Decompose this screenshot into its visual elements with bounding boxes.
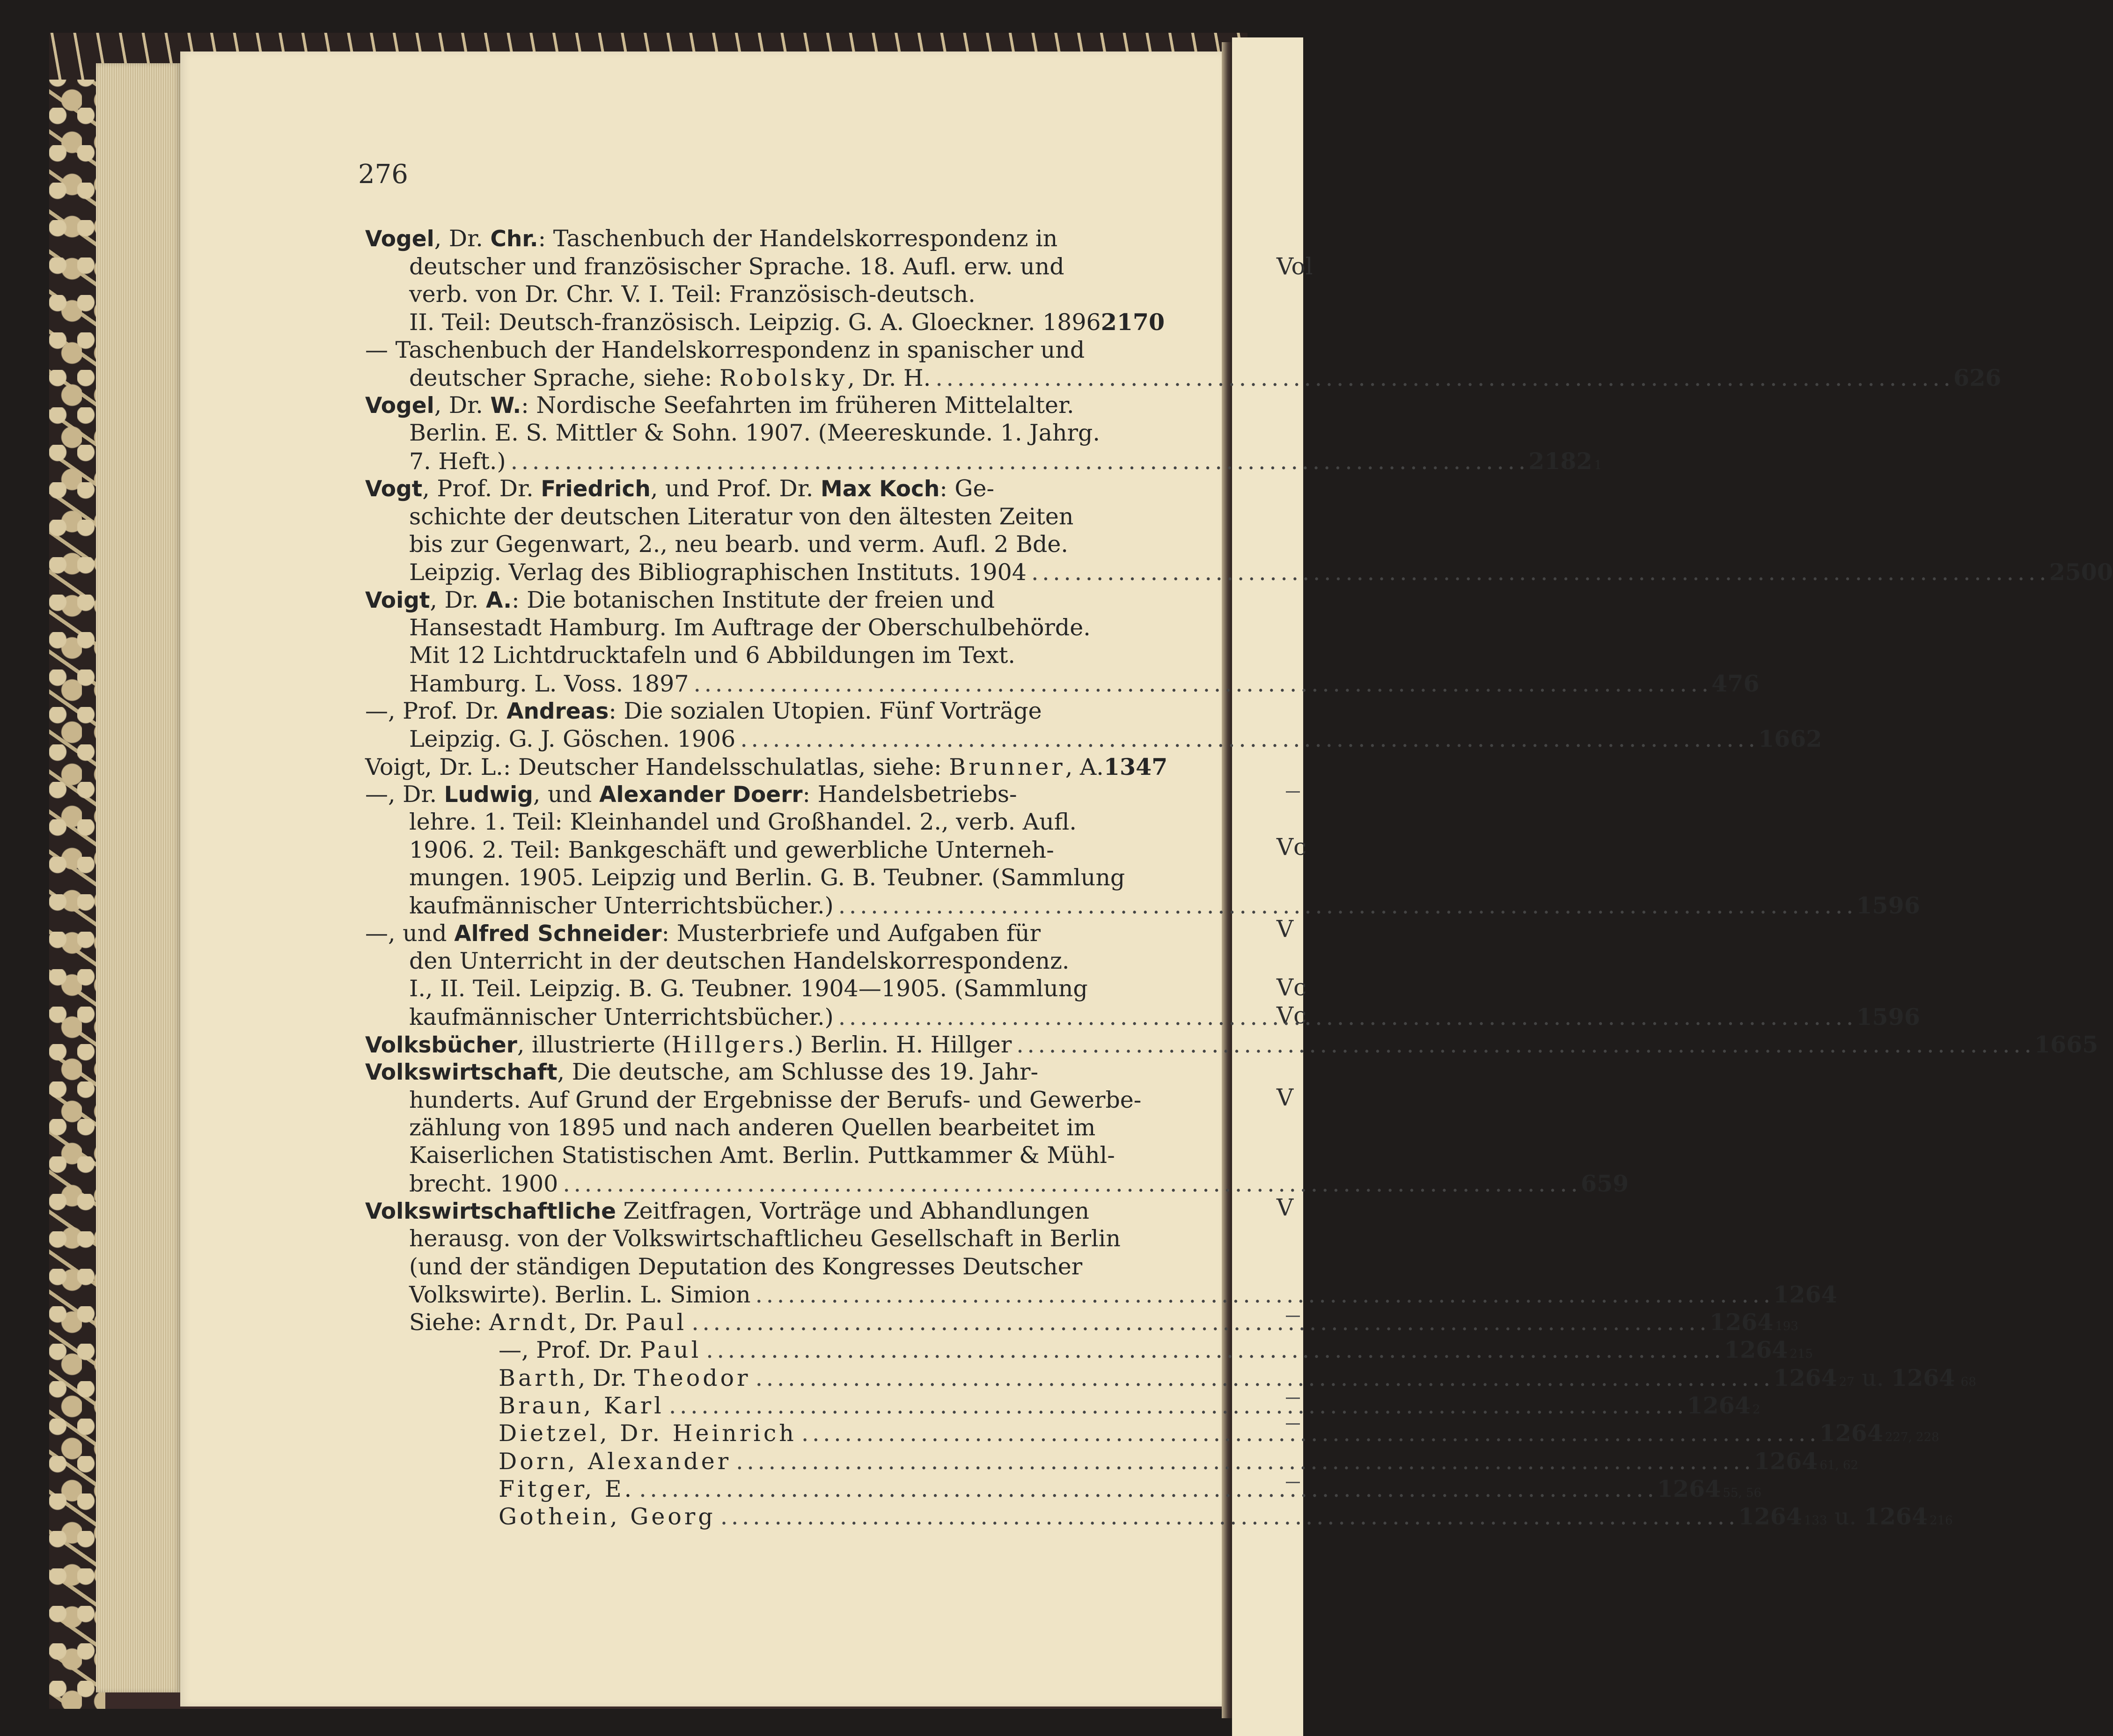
text-line [365,585,1142,615]
text-segment: Hamburg. L. Voss. 1897 [409,670,689,697]
entry-name: Alfred Schneider [454,921,662,947]
reference-subnumber: 216 [1930,1514,1953,1528]
text-segment: , A. [1065,754,1104,780]
text-line: mungen. 1905. Leipzig und Berlin. G. B. Teubner. (Sammlung [409,864,1125,891]
text-segment: u. [1827,1503,1864,1530]
text-segment: Leipzig. Verlag des Bibliographischen Instituts. 1904 [409,559,1027,586]
text-segment: , und Prof. Dr. [650,475,821,502]
facing-page-fragment: Vc [1277,833,1307,861]
text-line [409,890,1920,920]
reference-number: 1662 [1758,725,1822,752]
reference-subnumber: 215 [1790,1347,1813,1361]
leader-dots [756,1280,1769,1310]
entry-heading: Voigt [365,588,430,613]
leader-dots [639,1474,1652,1504]
text-segment: Volkswirte). Berlin. L. Simion [409,1281,751,1308]
text-line: zählung von 1895 und nach anderen Quellen bearbeitet im [409,1114,1096,1141]
text-segment: Siehe: [409,1309,489,1336]
facing-page-fragment: Vol [1277,253,1313,280]
cross-reference: Barth [499,1365,578,1391]
text-segment: u. [1854,1365,1892,1391]
reference-number: 626 [1953,364,2002,391]
text-line [365,474,1142,504]
text-line [409,363,2002,393]
reference-subnumber: 55, 56 [1723,1486,1762,1500]
reference-number [1773,1363,1976,1397]
page-number: 276 [358,159,408,190]
reference-number: 1665 [2034,1031,2098,1058]
cross-reference: Braun, Karl [499,1392,664,1419]
entry-name: Friedrich [541,476,651,502]
reference-subnumber: 193 [1775,1319,1798,1333]
leader-dots [838,1002,1852,1032]
facing-page-fragment: V [1277,915,1294,942]
cross-reference: Arndt [489,1309,570,1336]
reference-number-value: 1264 [1687,1392,1751,1419]
text-segment: : Die sozialen Utopien. Fünf Vorträge [609,698,1042,724]
reference-number-value: 2182 [1528,448,1592,475]
text-line: lehre. 1. Teil: Kleinhandel und Großhandel. 2., verb. Aufl. [409,809,1077,835]
text-segment: : Musterbriefe und Aufgaben für [661,920,1041,947]
reference-number: 2170 [1101,309,1165,336]
reference-number [1738,1501,1952,1536]
text-line: Hansestadt Hamburg. Im Auftrage der Oberschulbehörde. [409,614,1091,641]
text-segment: Zeitfragen, Vorträge und Abhandlungen [616,1198,1090,1224]
entry-name: Ludwig [444,782,533,808]
text-line [499,1501,1953,1531]
text-segment: kaufmännischer Unterrichtsbücher.) [409,1004,834,1030]
text-segment: : Handelsbetriebs- [802,781,1017,808]
cross-reference: Paul [625,1309,687,1336]
text-segment: Voigt, Dr. L.: Deutscher Handelsschulatlas, siehe: [365,754,949,780]
text-segment: Leipzig. G. J. Göschen. 1906 [409,726,736,752]
cross-reference: Gothein, Georg [499,1503,716,1530]
leader-dots [756,1363,1769,1393]
facing-page-fragment: Vc [1277,974,1307,1001]
cross-reference: Robolsky [719,365,848,391]
text-segment: —, Prof. Dr. [499,1337,640,1363]
text-line: den Unterricht in der deutschen Handelskorrespondenz. [409,948,1070,974]
reference-subnumber: 227, 228 [1885,1430,1939,1444]
text-segment: , Dr. H. [847,365,931,391]
entry-heading: Volksbücher [365,1032,517,1058]
entry-heading: Volkswirtschaftliche [365,1199,616,1224]
text-line: I., II. Teil. Leipzig. B. G. Teubner. 1904—1905. (Sammlung [409,975,1088,1002]
reference-subnumber: 27 [1839,1375,1855,1389]
text-line [409,1307,1798,1337]
text-line [409,669,1760,699]
reference-number [1528,446,1602,480]
leader-dots [706,1335,1719,1365]
text-segment: , Dr. [569,1309,625,1336]
reference-number-value: 1264 [1819,1420,1883,1447]
leader-dots [801,1419,1815,1449]
facing-page-fragment: V [1277,1194,1294,1221]
text-line [365,1030,2098,1059]
text-line: Mit 12 Lichtdrucktafeln und 6 Abbildungen im Text. [409,642,1016,669]
text-line: hunderts. Auf Grund der Ergebnisse der Berufs- und Gewerbe- [409,1087,1142,1113]
reference-number-value: 1264 [1753,1448,1818,1475]
reference-number: 659 [1581,1170,1629,1197]
cross-reference: Dietzel, Dr. Heinrich [499,1420,797,1447]
text-line [499,1335,1813,1365]
text-segment: .) Berlin. H. Hillger [787,1031,1012,1058]
reference-subnumber: 68 [1957,1375,1976,1389]
text-segment: : Nordische Seefahrten im früheren Mittelalter. [521,392,1074,419]
entry-heading: Vogt [365,476,423,502]
leader-dots [1016,1030,2030,1060]
reference-number: 1596 [1856,892,1920,919]
text-line [409,307,1165,337]
reference-number-value: 1264 [1891,1364,1955,1391]
leader-dots [736,1447,1749,1477]
text-line [499,1418,1939,1448]
text-line [409,724,1822,754]
text-segment: : Ge- [939,475,995,502]
text-segment: —, Dr. [365,781,444,808]
reference-number-value: 1264 [1709,1309,1774,1336]
reference-number: 1347 [1103,753,1168,780]
text-line: schichte der deutschen Literatur von den ältesten Zeiten [409,503,1074,530]
leader-dots [740,724,1753,754]
text-line [365,224,1142,254]
cross-reference: Hillgers [671,1031,787,1058]
leader-dots [563,1169,1576,1199]
text-segment: , Prof. Dr. [422,475,541,502]
text-segment: —, und [365,920,455,947]
leader-dots [694,669,1707,699]
entry-heading: Vogel [365,226,434,252]
text-line [365,1196,1142,1226]
reference-number [1754,1446,1858,1480]
reference-number-value: 1264 [1724,1336,1788,1363]
facing-page-fragment: V [1277,1084,1294,1111]
cross-reference: Fitger, E. [499,1476,635,1502]
leader-dots [720,1502,1734,1532]
entry-name: Chr. [490,226,538,252]
entry-name: A. [485,588,512,613]
reference-subnumber: 133 [1804,1514,1827,1528]
text-segment: deutscher Sprache, siehe: [409,365,719,391]
entry-name: Max Koch [820,476,940,502]
entry-name: W. [490,393,521,419]
reference-number: 2500 [2049,559,2113,586]
text-line: — Taschenbuch der Handelskorrespondenz in spanischer und [365,337,1085,363]
text-segment: II. Teil: Deutsch-französisch. Leipzig. G. A. Gloeckner. 1896 [409,309,1101,336]
text-line [365,696,1142,726]
entry-name: Andreas [506,699,609,724]
facing-page-fragment: Vc [1277,1002,1307,1029]
reference-number: 1264 [1773,1281,1837,1308]
reference-number-value: 1264 [1657,1475,1721,1502]
text-line [409,1169,1629,1199]
cross-reference: Theodor [634,1365,751,1391]
text-line: verb. von Dr. Chr. V. I. Teil: Französisch-deutsch. [409,281,976,308]
text-line: bis zur Gegenwart, 2., neu bearb. und verm. Aufl. 2 Bde. [409,531,1068,558]
text-line [365,1057,1142,1087]
entry-name: Alexander Doerr [599,782,803,808]
text-line [499,1474,1762,1504]
leader-dots [838,891,1852,921]
text-line: herausg. von der Volkswirtschaftlicheu Gesellschaft in Berlin [409,1225,1121,1252]
text-line [365,390,1142,420]
text-segment: , Die deutsche, am Schlusse des 19. Jahr- [557,1059,1039,1085]
text-segment: , illustrierte ( [517,1031,672,1058]
text-line [365,752,1168,782]
text-segment: : Taschenbuch der Handelskorrespondenz in [538,225,1058,252]
text-segment: , Dr. [434,225,491,252]
text-line [499,1390,1761,1420]
text-line [409,1280,1837,1309]
text-line: 1906. 2. Teil: Bankgeschäft und gewerbliche Unterneh- [409,837,1054,863]
cross-reference: Paul [640,1337,702,1363]
text-line: (und der ständigen Deputation des Kongresses Deutscher [409,1253,1083,1280]
leader-dots [669,1391,1682,1421]
text-segment: , Dr. [430,587,486,613]
reference-subnumber: 1 [1594,458,1602,472]
text-line [499,1363,1976,1393]
text-line [409,446,1602,476]
reference-number-value: 1264 [1773,1364,1837,1391]
entry-heading: Vogel [365,393,434,419]
text-segment: kaufmännischer Unterrichtsbücher.) [409,892,834,919]
text-segment: 7. Heft.) [409,448,506,475]
text-segment: , Dr. [578,1365,634,1391]
text-line [499,1446,1858,1476]
text-segment: , und [533,781,600,808]
reference-subnumber: 2 [1752,1403,1761,1417]
text-line: Kaiserlichen Statistischen Amt. Berlin. Puttkammer & Mühl- [409,1142,1115,1169]
leader-dots [935,363,1949,393]
text-segment: —, Prof. Dr. [365,698,507,724]
entry-heading: Volkswirtschaft [365,1059,558,1085]
text-line [365,919,1142,949]
text-line [409,557,2113,587]
leader-dots [511,447,1524,477]
text-line: deutscher und französischer Sprache. 18. Aufl. erw. und [409,253,1064,280]
text-line: Berlin. E. S. Mittler & Sohn. 1907. (Meereskunde. 1. Jahrg. [409,419,1100,446]
reference-number-value: 1264 [1864,1503,1928,1530]
reference-subnumber: 61, 62 [1820,1458,1858,1472]
text-line [365,780,1142,809]
leader-dots [691,1308,1705,1338]
cross-reference: Brunner [949,754,1065,780]
reference-number-value: 1264 [1738,1503,1802,1530]
text-segment: , Dr. [434,392,491,419]
reference-number: 1596 [1856,1003,1920,1030]
text-segment: : Die botanischen Institute der freien und [512,587,995,613]
cross-reference: Dorn, Alexander [499,1448,732,1475]
text-segment: brecht. 1900 [409,1170,558,1197]
leader-dots [1031,558,2045,588]
reference-number: 476 [1711,670,1760,697]
